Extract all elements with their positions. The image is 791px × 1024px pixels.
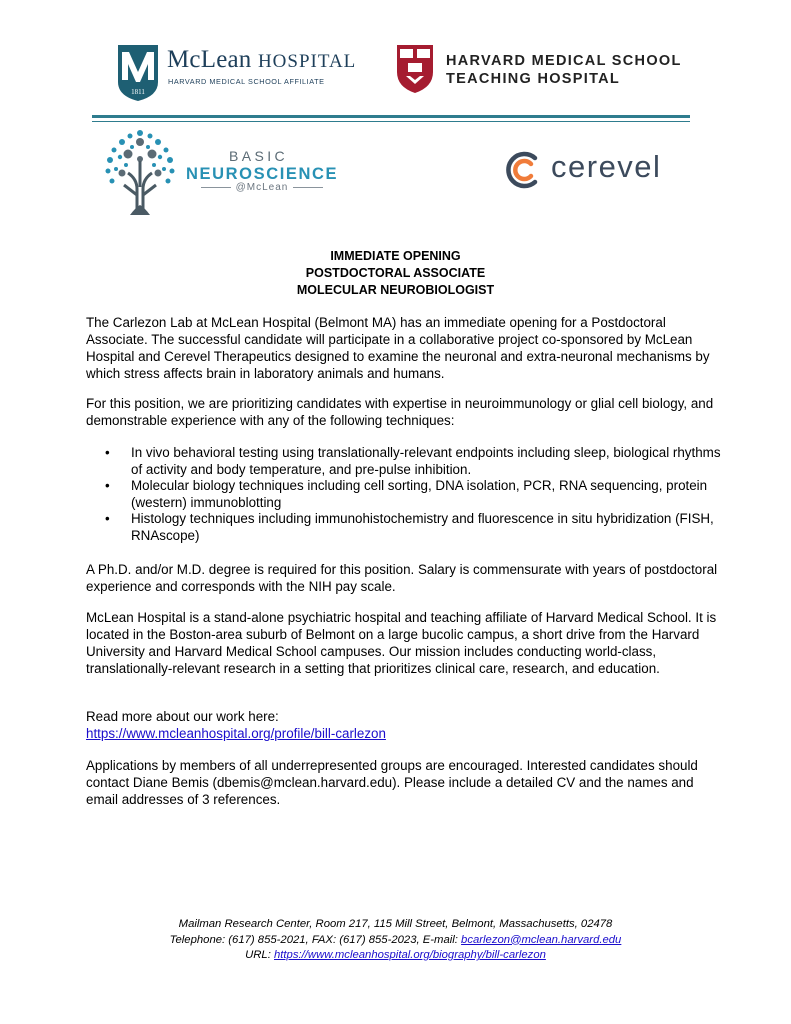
requirements-paragraph: For this position, we are prioritizing candidates with expertise in neuroimmunology or glial cell biology, and demonstrable experience with any of the following techniques: [86,396,714,428]
read-more-paragraph [86,708,726,742]
footer-email-link[interactable]: bcarlezon@mclean.harvard.edu [461,933,622,946]
mclean-subtitle: HARVARD MEDICAL SCHOOL AFFILIATE [168,77,325,86]
about-mclean-paragraph: McLean Hospital is a stand-alone psychiatric hospital and teaching affiliate of Harvard Medical School. It is located in the Boston-area suburb of Belmont on a large bucolic campus, a short drive from the Harvard University and Harvard Medical School campuses. Our mission includes conducting world-class, translationally-relevant research in a setting that prioritizes clinical care, research, and education. [86,610,717,676]
basic-word: BASIC [229,148,289,164]
bullet-icon: • [105,511,110,526]
title-line-3: MOLECULAR NEUROBIOLOGIST [296,283,495,297]
title-line-2: POSTDOCTORAL ASSOCIATE [305,266,486,280]
hms-wordmark [446,52,682,88]
degree-paragraph: A Ph.D. and/or M.D. degree is required for this position. Salary is commensurate with years of postdoctoral experience and corresponds with the NIH pay scale. [86,562,718,594]
mclean-name: McLean [167,46,252,73]
bullet-icon: • [105,445,110,460]
application-paragraph: Applications by members of all underrepresented groups are encouraged. Interested candidates should contact Diane Bemis (dbemis@mclean.harvard.edu). Please include a detailed CV and the names and email addresses of 3 references. [86,758,698,807]
contact-footer [0,917,791,964]
basic-neuroscience-logo [100,127,340,217]
harvard-medical-school-logo [396,44,682,96]
at-mclean-tagline [190,182,334,193]
footer-address: Mailman Research Center, Room 217, 115 Mill Street, Belmont, Massachusetts, 02478 [178,918,613,930]
neuroscience-word: NEUROSCIENCE [186,165,339,183]
at-mclean-text: @McLean [235,182,289,193]
hms-line-2: TEACHING HOSPITAL [446,71,621,87]
cerevel-logo [505,148,680,196]
mclean-shield-icon [117,44,159,102]
list-item: • Molecular biology techniques including cell sorting, DNA isolation, PCR, RNA sequencing, protein (western) immunoblotting [105,478,708,510]
cerevel-wordmark: cerevel [551,149,662,184]
profile-link[interactable]: https://www.mcleanhospital.org/profile/bill-carlezon [86,726,386,741]
shield-year: 1811 [131,88,145,96]
header-divider-thin [92,121,690,122]
intro-paragraph: The Carlezon Lab at McLean Hospital (Belmont MA) has an immediate opening for a Postdoctoral Associate. The successful candidate will participate in a collaborative project co-sponsored by McLean Hospital and Cerevel Therapeutics designed to examine the neuronal and extra-neuronal mechanisms by which stress affects brain in laboratory animals and humans. [86,315,710,381]
footer-phone-line: Telephone: (617) 855-2021, FAX: (617) 855-2023, E-mail: bcarlezon@mclean.harvard.edu [169,933,622,946]
bullet-icon: • [105,478,110,493]
tree-of-dots-icon [100,127,180,215]
footer-url-line: URL: https://www.mcleanhospital.org/biography/bill-carlezon [245,949,546,961]
job-title-block [0,248,791,299]
list-item: • Histology techniques including immunohistochemistry and fluorescence in situ hybridization (FISH, RNAscope) [105,511,714,543]
footer-url-link[interactable]: https://www.mcleanhospital.org/biography/bill-carlezon [274,949,546,961]
hms-line-1: HARVARD MEDICAL SCHOOL [446,53,682,69]
title-line-1: IMMEDIATE OPENING [330,249,461,263]
read-more-intro: Read more about our work here: [86,709,279,724]
cerevel-c-icon [505,150,543,190]
header-divider-thick [92,115,690,118]
mclean-wordmark [167,46,356,74]
mclean-hospital-logo [117,44,367,102]
harvard-veritas-shield-icon [396,44,434,94]
techniques-list [86,445,726,544]
list-item: • In vivo behavioral testing using translationally-relevant endpoints including sleep, biological rhythms of activity and body temperature, and pre-pulse inhibition. [105,445,721,477]
mclean-hospital-word: HOSPITAL [257,51,357,72]
